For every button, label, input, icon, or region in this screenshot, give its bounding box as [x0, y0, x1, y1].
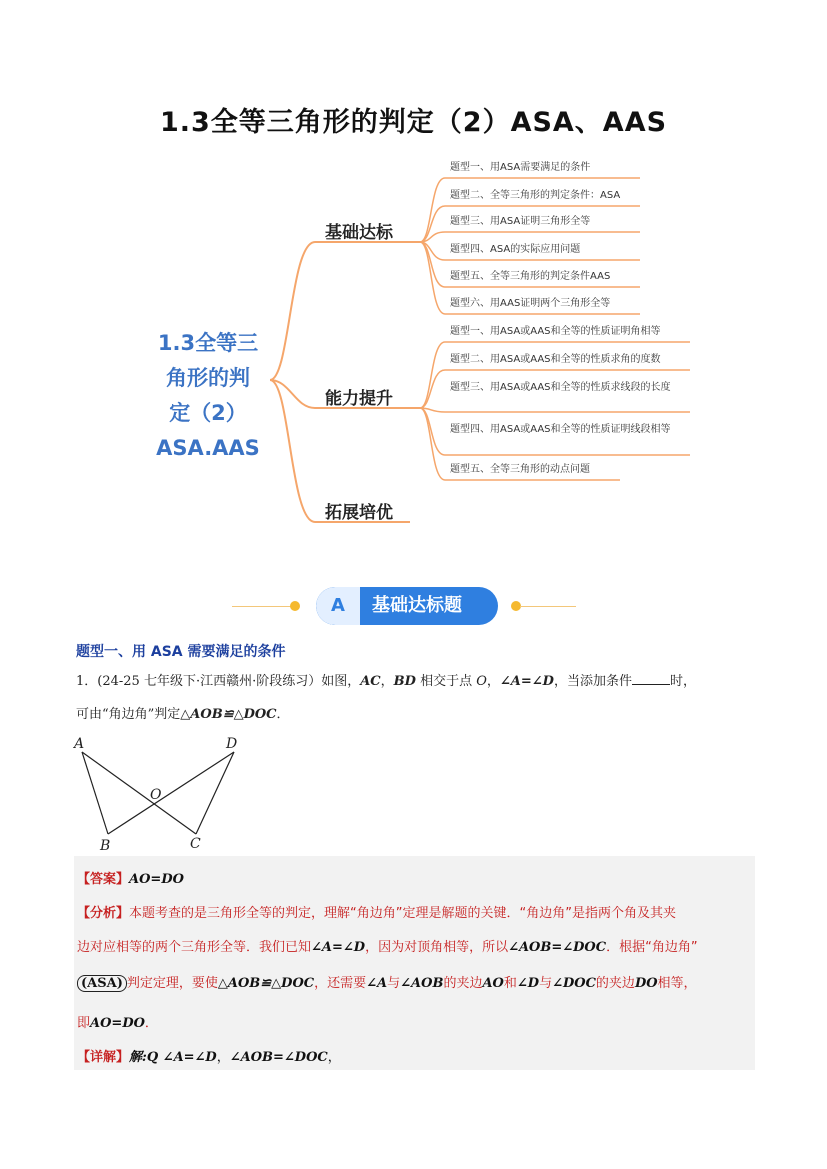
question-sep2: ，	[486, 674, 500, 689]
question-line-1	[76, 670, 696, 689]
answer-tag: 【答案】	[77, 872, 130, 887]
analysis-text-3g: 的夹边	[595, 976, 635, 991]
analysis-text-2b: ，因为对顶角相等，所以	[365, 940, 509, 955]
analysis-text-3h: 相等，	[657, 976, 697, 991]
triangle-figure	[72, 730, 252, 850]
analysis-line-4	[77, 1012, 158, 1031]
math-bd: BD	[393, 674, 416, 689]
analysis-text-1: 本题考查的是三角形全等的判定，理解“角边角”定理是解题的关键．“角边角”是指两个角及其夹	[129, 906, 676, 921]
analysis-math-3c: ∠AOB	[400, 976, 444, 991]
analysis-math-4: AO=DO	[90, 1016, 145, 1031]
question-mid1: 相交于点	[415, 674, 477, 689]
root-line-3: 定（2）	[169, 401, 247, 425]
banner-dot-left	[290, 601, 300, 611]
label-c: C	[190, 836, 201, 850]
root-line-2: 角形的判	[166, 366, 250, 390]
leaf-ability-4: 题型四、用ASA或AAS和全等的性质证明线段相等	[450, 424, 671, 435]
analysis-math-2a: ∠A=∠D	[311, 940, 366, 955]
section-title: 基础达标题	[372, 595, 462, 616]
label-d: D	[226, 736, 238, 752]
analysis-text-4b: ．	[144, 1016, 158, 1031]
leaf-ability-2: 题型二、用ASA或AAS和全等的性质求角的度数	[450, 354, 661, 365]
analysis-math-3b: ∠A	[366, 976, 388, 991]
question-mid2: ，当添加条件	[553, 674, 632, 689]
leaf-basic-3: 题型三、用ASA证明三角形全等	[450, 216, 591, 227]
leaf-ability-5: 题型五、全等三角形的动点问题	[450, 464, 590, 475]
analysis-math-3a: △AOB≌△DOC	[217, 976, 315, 991]
connector-ability-3	[420, 408, 690, 412]
analysis-line-2	[77, 936, 698, 955]
mind-map	[0, 150, 827, 540]
banner-rule-right	[520, 606, 576, 607]
section-banner	[316, 587, 498, 625]
question-type-heading: 题型一、用 ASA 需要满足的条件	[76, 644, 286, 660]
leaf-basic-4: 题型四、ASA的实际应用问题	[450, 244, 581, 255]
math-ac: AC	[360, 674, 381, 689]
leaf-ability-1: 题型一、用ASA或AAS和全等的性质证明角相等	[450, 326, 661, 337]
analysis-text-3a: 判定定理，要使	[126, 976, 218, 991]
question-prefix: 1．(24-25 七年级下·江西赣州·阶段练习）如图，	[76, 674, 361, 689]
analysis-text-3d: 的夹边	[443, 976, 483, 991]
analysis-text-3c: 与	[387, 976, 401, 991]
banner-rule-left	[232, 606, 292, 607]
analysis-text-3e: 和	[503, 976, 517, 991]
leaf-basic-6: 题型六、用AAS证明两个三角形全等	[450, 298, 611, 309]
math-congruence: △AOB≌△DOC	[180, 707, 277, 722]
analysis-math-3d: AO	[482, 976, 504, 991]
analysis-math-3f: ∠DOC	[552, 976, 596, 991]
leaf-ability-3: 题型三、用ASA或AAS和全等的性质求线段的长度	[450, 382, 671, 393]
root-line-4: ASA.AAS	[156, 436, 260, 460]
section-letter: A	[316, 587, 360, 625]
question-line2-prefix: 可由“角边角”判定	[76, 707, 181, 722]
page-title: 1.3全等三角形的判定（2）ASA、AAS	[159, 107, 668, 138]
detail-tag: 【详解】	[77, 1050, 130, 1065]
question-line2-end: ．	[276, 707, 290, 722]
question-sep1: ，	[380, 674, 394, 689]
analysis-math-2b: ∠AOB=∠DOC	[508, 940, 607, 955]
analysis-text-4a: 即	[77, 1016, 91, 1031]
label-a: A	[74, 736, 85, 752]
analysis-text-3f: 与	[539, 976, 553, 991]
answer-line	[77, 868, 184, 887]
label-b: B	[100, 838, 111, 850]
detail-math-2: ∠AOB=∠DOC	[229, 1050, 328, 1065]
asa-badge: (ASA)	[77, 975, 127, 992]
connector-root-extend	[270, 380, 315, 522]
analysis-text-2c: ．根据“角边角”	[606, 940, 698, 955]
detail-text-a: 解:Q	[129, 1050, 163, 1065]
answer-box	[74, 856, 755, 1070]
connector-basic-3	[420, 232, 640, 242]
root-line-1: 1.3全等三	[157, 331, 259, 355]
question-end1: 时，	[669, 674, 696, 689]
analysis-line-1	[77, 902, 676, 921]
branch-extend: 拓展培优	[325, 503, 393, 523]
connector-root-ability	[270, 380, 315, 408]
analysis-math-3g: DO	[634, 976, 658, 991]
segment-ab	[82, 752, 108, 834]
branch-basic: 基础达标	[325, 223, 393, 243]
detail-line	[77, 1046, 341, 1065]
segment-ac	[82, 752, 196, 834]
analysis-text-2a: 边对应相等的两个三角形全等．我们已知	[77, 940, 312, 955]
branch-ability: 能力提升	[325, 389, 393, 409]
connector-root-basic	[270, 242, 315, 380]
question-line-2	[76, 703, 290, 722]
answer-blank[interactable]	[632, 672, 670, 685]
leaf-basic-2: 题型二、全等三角形的判定条件：ASA	[450, 190, 621, 201]
math-o: O	[476, 674, 487, 689]
detail-text-c: ，	[327, 1050, 341, 1065]
leaf-basic-5: 题型五、全等三角形的判定条件AAS	[450, 271, 611, 282]
connector-ability-1	[420, 342, 690, 408]
answer-value: AO=DO	[129, 872, 184, 887]
mind-map-connectors	[0, 150, 827, 540]
analysis-line-3	[77, 972, 697, 992]
label-o: O	[150, 787, 162, 803]
mind-map-root	[143, 326, 273, 466]
leaf-basic-1: 题型一、用ASA需要满足的条件	[450, 162, 591, 173]
detail-text-b: ，	[216, 1050, 230, 1065]
math-condition: ∠A=∠D	[499, 674, 554, 689]
analysis-math-3e: ∠D	[516, 976, 540, 991]
detail-math-1: ∠A=∠D	[162, 1050, 217, 1065]
analysis-tag: 【分析】	[77, 906, 130, 921]
analysis-text-3b: ，还需要	[314, 976, 367, 991]
